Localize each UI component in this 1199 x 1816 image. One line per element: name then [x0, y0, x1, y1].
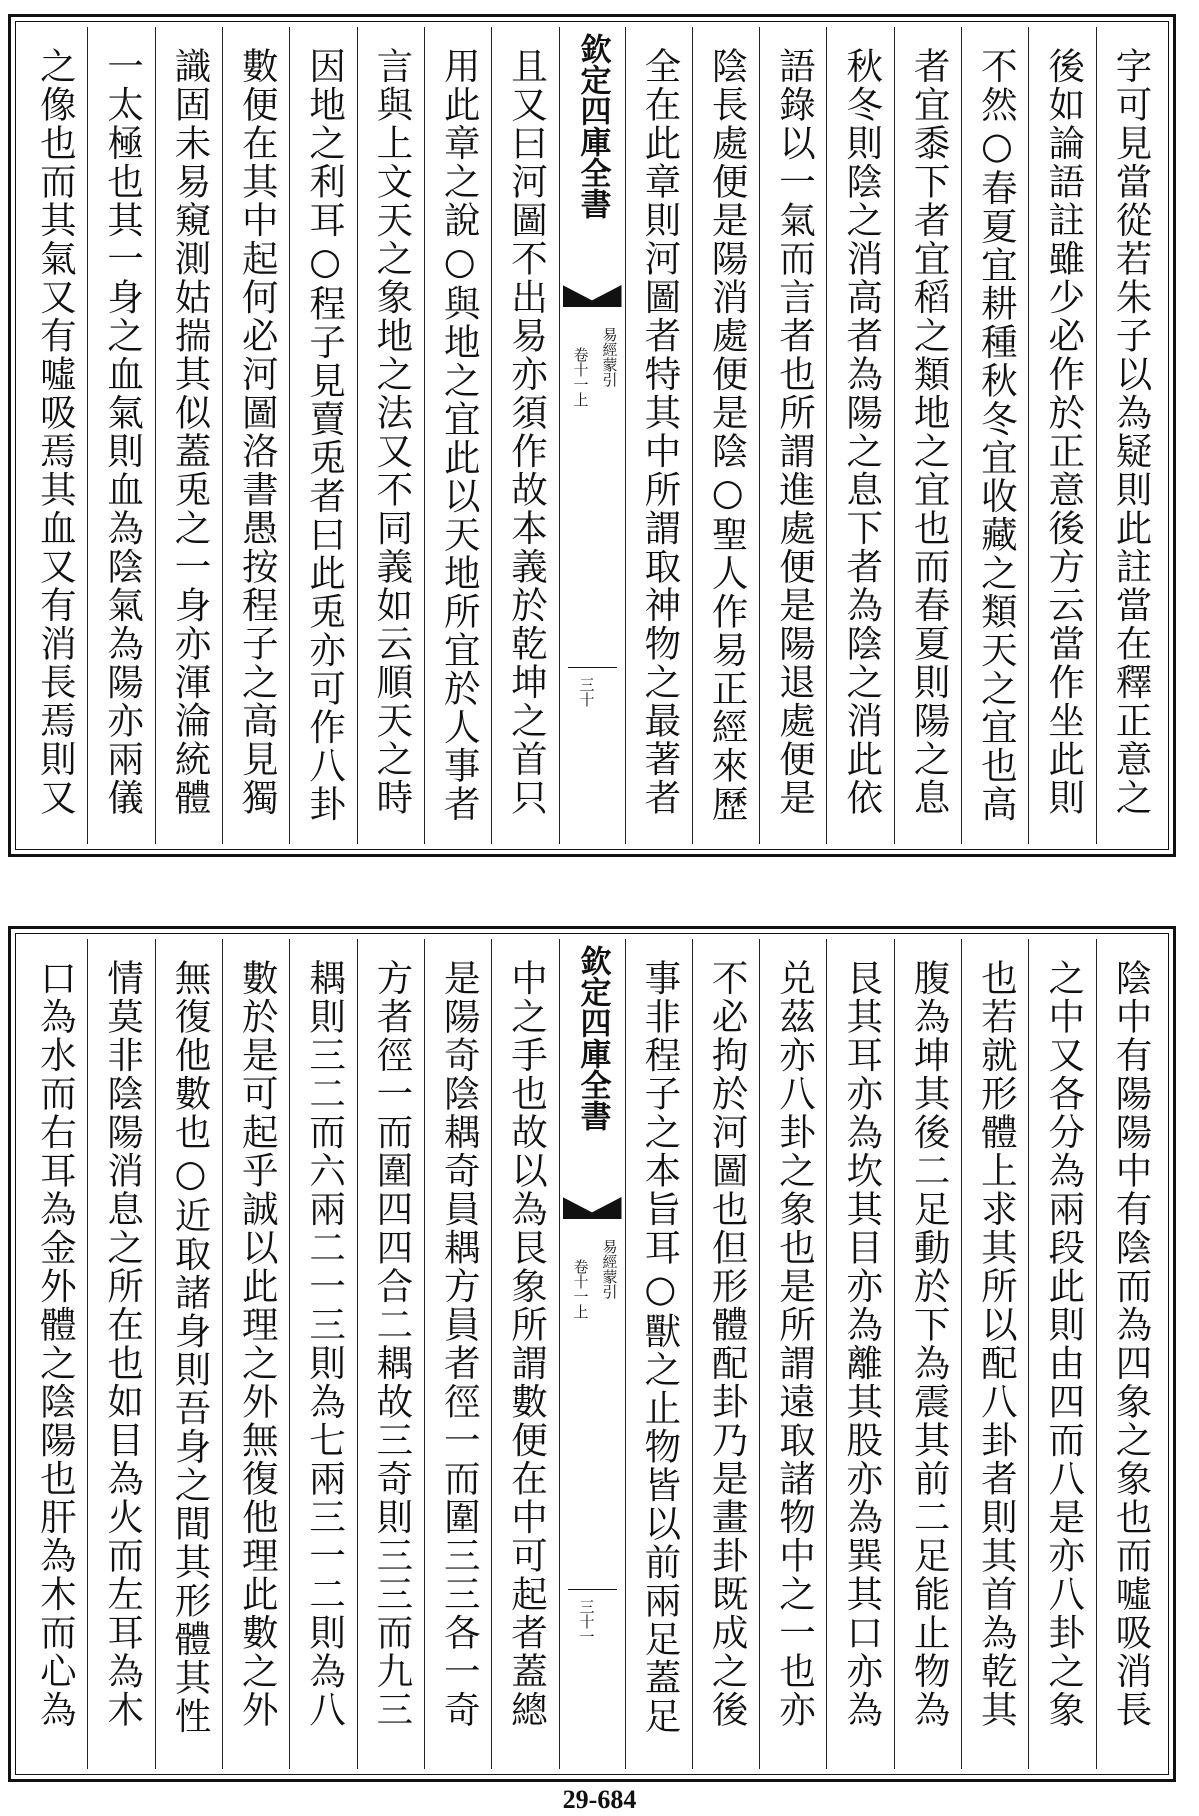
text-column: 方者徑一而圍四四合二耦故三奇則三三而九三 [357, 939, 424, 1769]
text-column: 也若就形體上求其所以配八卦者則其首為乾其 [961, 939, 1028, 1769]
text-column: 且又曰河圖不出易亦須作故本義於乾坤之首只 [491, 27, 558, 844]
text-column: 陰中有陽陽中有陰而為四象之象也而噓吸消長 [1096, 939, 1163, 1769]
collection-title: 欽定四庫全書 [574, 945, 611, 1131]
text-column: 秋冬則陰之消高者為陽之息下者為陰之消此依 [826, 27, 893, 844]
text-column: 因地之利耳○程子見賣兎者曰此兎亦可作八卦 [289, 27, 356, 844]
text-column: 兑茲亦八卦之象也是所謂遠取諸物中之一也亦 [759, 939, 826, 1769]
volume-label: 卷十一上 [571, 1259, 590, 1319]
text-column: 字可見當從若朱子以為疑則此註當在釋正意之 [1096, 27, 1163, 844]
text-column: 艮其耳亦為坎其目亦為離其股亦為巽其口亦為 [826, 939, 893, 1769]
text-column: 後如論語註雖少必作於正意後方云當作坐此則 [1028, 27, 1095, 844]
volume-label: 卷十一上 [571, 347, 590, 407]
text-column: 數便在其中起何必河圖洛書愚按程子之高見獨 [222, 27, 289, 844]
text-column: 中之手也故以為艮象所謂數便在中可起者蓋總 [491, 939, 558, 1769]
text-column: 一太極也其一身之血氣則血為陰氣為陽亦兩儀 [87, 27, 154, 844]
folio-rule [568, 1589, 617, 1590]
book-title: 易經蒙引 [600, 327, 619, 387]
text-column: 者宜黍下者宜稻之類地之宜也而春夏則陽之息 [894, 27, 961, 844]
text-column: 語錄以一氣而言者也所謂進處便是陽退處便是 [759, 27, 826, 844]
text-column: 耦則三二而六兩二一三則為七兩三一二則為八 [289, 939, 356, 1769]
text-column: 言與上文天之象地之法又不同義如云順天之時 [357, 27, 424, 844]
text-column: 情莫非陰陽消息之所在也如目為火而左耳為木 [87, 939, 154, 1769]
text-column: 口為水而右耳為金外體之陰陽也肝為木而心為 [34, 959, 78, 1729]
text-column: 腹為坤其後二足動於下為震其前二足能止物為 [894, 939, 961, 1769]
text-column: 事非程子之本旨耳○獸之止物皆以前兩足蓋足 [625, 939, 692, 1769]
center-margin-column [559, 27, 625, 844]
folio-rule [568, 667, 617, 668]
lower-columns [21, 939, 1163, 1769]
text-column: 識固未易窺測姑揣其似蓋兎之一身亦渾淪統體 [155, 27, 222, 844]
text-column: 不然○春夏宜耕種秋冬宜收藏之類天之宜也高 [961, 27, 1028, 844]
fish-tail-mark [563, 1197, 622, 1219]
collection-title: 欽定四庫全書 [574, 33, 611, 219]
text-column: 用此章之說○與地之宜此以天地所宜於人事者 [424, 27, 491, 844]
lower-page [8, 926, 1176, 1782]
text-column: 不必拘於河圖也但形體配卦乃是畫卦既成之後 [692, 939, 759, 1769]
text-column: 是陽奇陰耦奇員耦方員者徑一而圍三三各一奇 [424, 939, 491, 1769]
text-column: 之中又各分為兩段此則由四而八是亦八卦之象 [1028, 939, 1095, 1769]
text-column: 陰長處便是陽消處便是陰○聖人作易正經來歷 [692, 27, 759, 844]
upper-columns [21, 27, 1163, 844]
text-column: 數於是可起乎誠以此理之外無復他理此數之外 [222, 939, 289, 1769]
upper-page [8, 14, 1176, 857]
text-column: 之像也而其氣又有噓吸焉其血又有消長焉則又 [34, 47, 78, 817]
book-title: 易經蒙引 [600, 1239, 619, 1299]
folio-number: 三十 [577, 677, 596, 707]
folio-number: 三十一 [577, 1599, 596, 1644]
page-number: 29-684 [562, 1785, 637, 1814]
fish-tail-mark [563, 285, 622, 307]
center-margin-column [559, 939, 625, 1769]
text-column: 全在此章則河圖者特其中所謂取神物之最著者 [625, 27, 692, 844]
text-column: 無復他數也○近取諸身則吾身之間其形體其性 [155, 939, 222, 1769]
